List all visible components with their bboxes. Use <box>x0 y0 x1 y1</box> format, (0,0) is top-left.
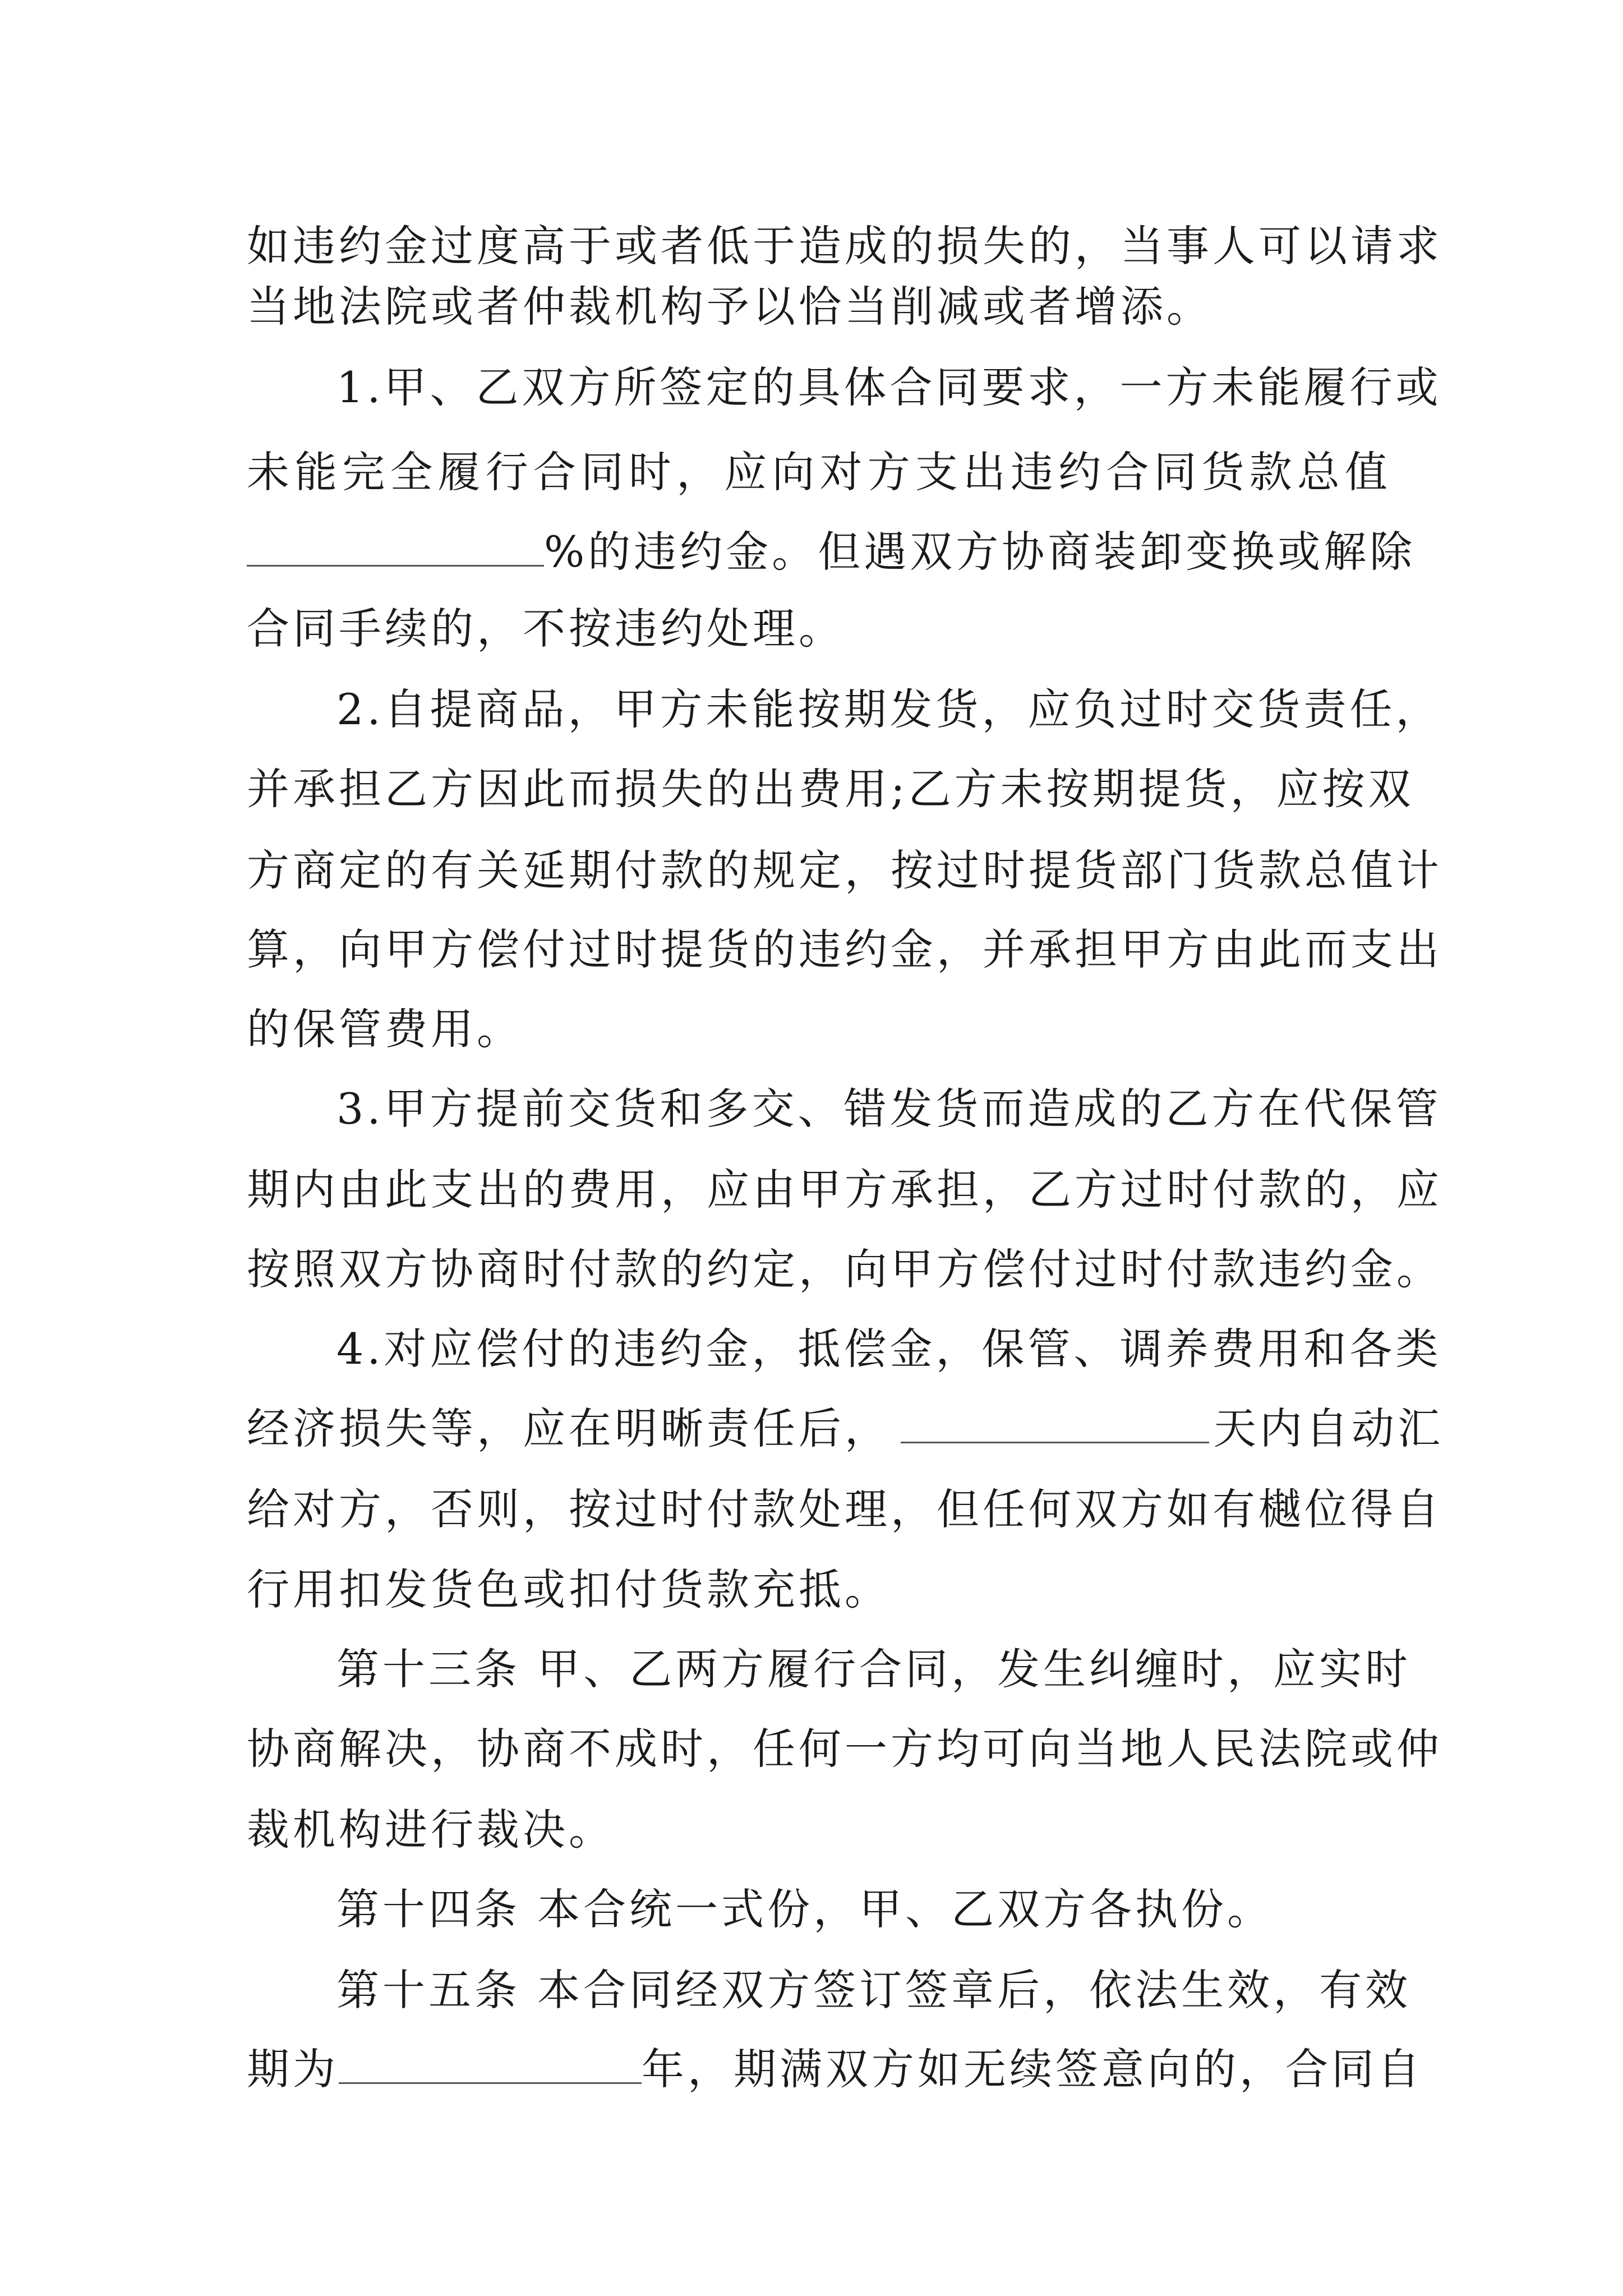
paragraph-line: 如违约金过度高于或者低于造成的损失的，当事人可以请求 <box>247 221 1442 271</box>
clause-1-line: 未能完全履行合同时，应向对方支出违约合同货款总值 <box>247 447 1391 497</box>
days-blank-field <box>901 1402 1209 1443</box>
percent-blank-field <box>247 526 544 567</box>
years-blank-field <box>339 2043 642 2084</box>
clause-2-line: 的保管费用。 <box>247 1004 523 1054</box>
text-after-blank: 天内自动汇 <box>1214 1404 1444 1453</box>
clause-3-line: 3.甲方提前交货和多交、错发货而造成的乙方在代保管 <box>336 1084 1442 1134</box>
article-15-line <box>247 2039 1423 2100</box>
text-after-blank: 年，期满双方如无续签意向的，合同自 <box>642 2044 1423 2094</box>
article-15-line: 第十五条 本合同经双方签订签章后，依法生效，有效 <box>336 1965 1412 2015</box>
clause-3-line: 期内由此支出的费用，应由甲方承担，乙方过时付款的，应 <box>247 1165 1442 1214</box>
text-after-blank: %的违约金。但遇双方协商装卸变换或解除 <box>544 527 1416 577</box>
clause-4-line: 4.对应偿付的违约金，抵偿金，保管、调养费用和各类 <box>336 1324 1442 1374</box>
article-13-line: 裁机构进行裁决。 <box>247 1805 615 1855</box>
clause-4-line <box>247 1398 1444 1460</box>
clause-1-line: 1.甲、乙双方所签定的具体合同要求，一方未能履行或 <box>336 362 1442 412</box>
text-before-blank: 期为 <box>247 2044 339 2094</box>
clause-2-line: 方商定的有关延期付款的规定，按过时提货部门货款总值计 <box>247 845 1442 895</box>
clause-2-line: 并承担乙方因此而损失的出费用;乙方未按期提货，应按双 <box>247 764 1414 814</box>
clause-4-line: 给对方，否则，按过时付款处理，但任何双方如有樾位得自 <box>247 1484 1442 1534</box>
clause-2-line: 算，向甲方偿付过时提货的违约金，并承担甲方由此而支出 <box>247 924 1442 974</box>
clause-1-line: 合同手续的，不按违约处理。 <box>247 604 845 654</box>
clause-2-line: 2.自提商品，甲方未能按期发货，应负过时交货责任， <box>336 684 1442 734</box>
article-14-line: 第十四条 本合统一式份，甲、乙双方各执份。 <box>336 1884 1274 1934</box>
article-13-line: 第十三条 甲、乙两方履行合同，发生纠缠时，应实时 <box>336 1644 1412 1694</box>
clause-1-line <box>247 521 1416 583</box>
clause-3-line: 按照双方协商时付款的约定，向甲方偿付过时付款违约金。 <box>247 1244 1442 1294</box>
paragraph-line: 当地法院或者仲裁机构予以恰当削减或者增添。 <box>247 282 1212 332</box>
clause-4-line: 行用扣发货色或扣付货款充抵。 <box>247 1565 891 1614</box>
article-13-line: 协商解决，协商不成时，任何一方均可向当地人民法院或仲 <box>247 1724 1442 1774</box>
text-before-blank: 经济损失等，应在明晰责任后， <box>247 1404 891 1453</box>
